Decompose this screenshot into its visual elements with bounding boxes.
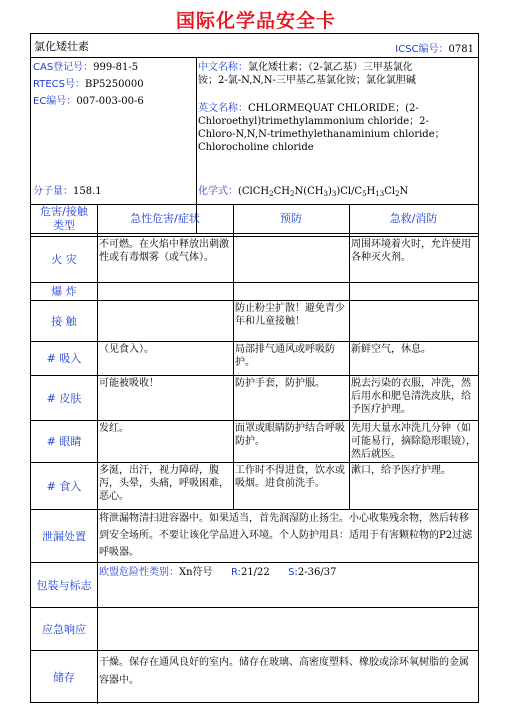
- packaging-classification: [97, 565, 478, 585]
- icsc-value: 0781: [448, 44, 474, 55]
- inhalation-first-aid: 新鲜空气，休息。: [351, 344, 431, 355]
- inhalation-hazard: （见食入）。: [99, 344, 154, 355]
- explosion-hazard: [97, 283, 233, 300]
- row-label-ingestion: # 食入: [46, 479, 82, 493]
- inhalation-prevention: 局部排气通风或呼吸防护。: [235, 344, 335, 368]
- cas-line: [33, 61, 138, 74]
- divider: [31, 233, 478, 234]
- mw-line: [33, 185, 102, 198]
- contact-prevention: 防止粉尘扩散！避免青少年和儿童接触！: [235, 303, 345, 327]
- formula-line: [198, 185, 478, 201]
- rtecs-line: [33, 78, 144, 91]
- mw-label: 分子量：: [33, 186, 73, 197]
- divider: [31, 650, 478, 651]
- en-line4: Chlorocholine chloride: [198, 142, 314, 153]
- cas-label: CAS登记号：: [33, 62, 94, 73]
- chinese-names: [198, 61, 476, 87]
- s-label: S:: [288, 567, 298, 578]
- contact-first-aid: [349, 301, 478, 341]
- cn-label: 中文名称：: [198, 62, 248, 73]
- packaging-label: 包装与标志: [36, 578, 92, 592]
- ec-line: [33, 95, 144, 108]
- fire-hazard: 不可燃。在火焰中释放出刺激性或有毒烟雾（或气体）。: [99, 239, 229, 263]
- header-hazard: 急性危害/症状: [130, 212, 200, 225]
- header-first-aid: 急救/消防: [389, 212, 438, 225]
- divider: [31, 607, 478, 608]
- spill-label: 泄漏处置: [42, 529, 86, 543]
- english-names: [198, 102, 478, 154]
- emergency-label: 应急响应: [42, 622, 86, 636]
- ingestion-prevention: 工作时不得进食，饮水或吸烟。进食前洗手。: [235, 465, 345, 489]
- ec-label: EC编号：: [33, 96, 77, 107]
- divider: [31, 57, 478, 58]
- rtecs-value: BP5250000: [84, 79, 144, 90]
- ingestion-hazard: 多涎，出汗，视力障碍，腹泻，头晕，头痛，呼吸困难，恶心。: [99, 465, 229, 502]
- explosion-first-aid: [349, 283, 478, 300]
- icsc-label: ICSC编号：: [395, 44, 449, 55]
- eyes-first-aid: 先用大量水冲洗几分钟（如可能易行，摘除隐形眼镜），然后就医。: [351, 423, 476, 460]
- row-label-inhalation: # 吸入: [46, 352, 82, 365]
- rtecs-label: RTECS号：: [33, 79, 85, 90]
- divider: [31, 562, 478, 563]
- header-prevention: 预防: [280, 212, 302, 225]
- row-label-explosion: 爆 炸: [51, 285, 77, 298]
- storage-text: 干燥。保存在通风良好的室内。储存在玻璃、高密度塑料、橡胶或涂环氧树脂的金属容器中。: [99, 657, 469, 686]
- mw-value: 158.1: [73, 186, 102, 197]
- fire-first-aid: 周围环境着火时，允许使用各种灭火剂。: [351, 239, 471, 263]
- chemical-name: 氯化矮壮素: [34, 40, 89, 53]
- formula-label: 化学式：: [198, 186, 238, 197]
- fire-prevention: [233, 237, 349, 282]
- cas-value: 999-81-5: [93, 62, 139, 73]
- icsc-number: [395, 40, 474, 55]
- row-label-contact: 接 触: [51, 314, 77, 328]
- cn-line2: 铵；2-氯-N,N,N-三甲基乙基氯化铵；氯化氯胆碱: [198, 75, 416, 86]
- skin-hazard: 可能被吸收！: [99, 378, 159, 389]
- formula-value: $(ClCH_2CH_2N(CH_3)_3)Cl/C_5H_{13}Cl_2N$: [238, 186, 409, 198]
- skin-first-aid: 脱去污染的衣服，冲洗，然后用水和肥皂清洗皮肤，给予医疗护理。: [351, 378, 471, 415]
- explosion-prevention: [233, 283, 349, 300]
- s-value: 2-36/37: [297, 567, 337, 578]
- row-label-eyes: # 眼睛: [46, 435, 82, 448]
- storage-label: 储存: [53, 670, 75, 684]
- en-label: 英文名称：: [198, 103, 248, 114]
- row-label-fire: 火 灾: [51, 253, 77, 266]
- en-line1: CHLORMEQUAT CHLORIDE；(2-: [248, 103, 419, 114]
- ec-value: 007-003-00-6: [76, 96, 144, 107]
- spill-text: 将泄漏物清扫进容器中。如果适当，首先润湿防止扬尘。小心收集残余物，然后转移到安全场所。不要让该化学品进入环境。个人防护用具：适用于有害颗粒物的P2过滤呼吸器。: [99, 513, 473, 558]
- eu-label: 欧盟危险性类别：: [99, 567, 179, 578]
- r-value: 21/22: [240, 567, 270, 578]
- cn-line1: 氯化矮壮素；（2-氯乙基）三甲基氯化: [248, 62, 413, 73]
- eyes-hazard: 发红。: [99, 423, 129, 434]
- en-line2: Chloroethyl)trimethylammonium chloride；2-: [198, 116, 429, 127]
- card-title: 国际化学品安全卡: [175, 10, 336, 32]
- header-contact-type: 危害/接触类型: [40, 205, 88, 232]
- en-line3: Chloro-N,N,N-trimethylethanaminium chloride；: [198, 129, 445, 140]
- eyes-prevention: 面罩或眼睛防护结合呼吸防护。: [235, 423, 345, 447]
- row-label-skin: # 皮肤: [46, 391, 82, 405]
- contact-hazard: [97, 301, 233, 341]
- safety-card: [30, 33, 479, 703]
- r-label: R:: [230, 567, 241, 578]
- hazard-symbol: Xn符号: [179, 567, 213, 578]
- ingestion-first-aid: 漱口，给予医疗护理。: [351, 465, 451, 476]
- skin-prevention: 防护手套，防护服。: [235, 378, 325, 389]
